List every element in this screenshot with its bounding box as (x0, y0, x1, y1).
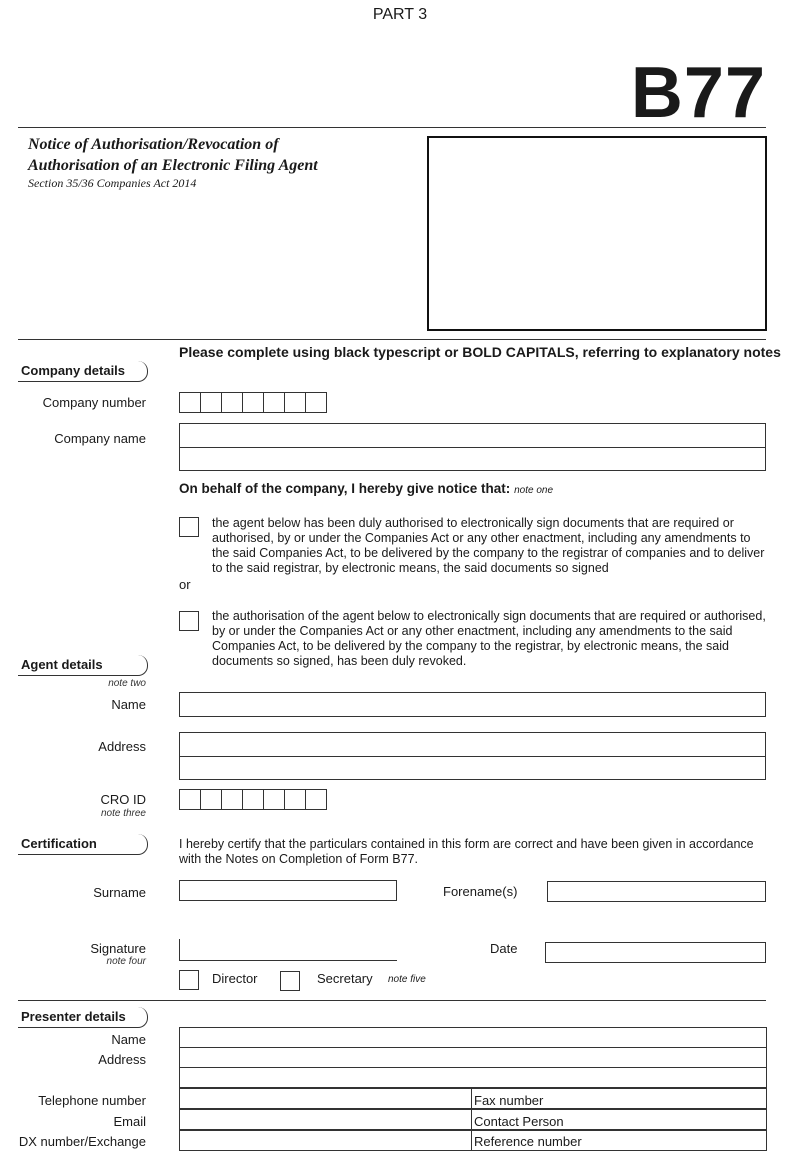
forename-field[interactable] (547, 881, 766, 902)
authorise-checkbox[interactable] (179, 517, 199, 537)
agent-note: note two (108, 678, 146, 689)
role-note: note five (388, 974, 426, 985)
agent-address-field-1[interactable] (179, 732, 766, 757)
authorise-text: the agent below has been duly authorised to electronically sign documents that are required or authorised, by or under the Companies Act or any other enactment, including any amendments to the said Companies Act, to be delivered by the company to the registrar of companies and to deliver to the said registrar, by electronic means, the said documents so signed (212, 516, 765, 575)
presenter-address-field-2[interactable] (179, 1067, 767, 1088)
digit-cell[interactable] (242, 789, 264, 810)
forename-label: Forename(s) (443, 884, 518, 899)
digit-cell[interactable] (263, 789, 285, 810)
agent-details-tab: Agent details (18, 655, 148, 676)
certification-text: I hereby certify that the particulars contained in this form are correct and have been given in accordance with the Notes on Completion of Form B77. (179, 837, 754, 866)
secretary-label: Secretary (317, 971, 373, 986)
telephone-row[interactable] (179, 1088, 767, 1109)
digit-cell[interactable] (242, 392, 264, 413)
notice-note: note one (514, 485, 554, 496)
cro-id-label: CRO ID (100, 792, 146, 807)
presenter-address-label: Address (98, 1052, 146, 1067)
date-label: Date (490, 941, 518, 956)
digit-cell[interactable] (200, 789, 222, 810)
date-field[interactable] (545, 942, 766, 963)
director-checkbox[interactable] (179, 970, 199, 990)
digit-cell[interactable] (263, 392, 285, 413)
signature-field[interactable] (179, 939, 397, 961)
instructions: Please complete using black typescript or BOLD CAPITALS, referring to explanatory notes (179, 344, 781, 360)
form-title-line1: Notice of Authorisation/Revocation of (28, 136, 279, 153)
certification-tab: Certification (18, 834, 148, 855)
digit-cell[interactable] (305, 789, 327, 810)
presenter-name-field[interactable] (179, 1027, 767, 1048)
dx-label: DX number/Exchange (18, 1134, 146, 1149)
agent-name-label: Name (111, 697, 146, 712)
company-name-field-1[interactable] (179, 423, 766, 448)
reference-number-label: Reference number (474, 1134, 582, 1149)
company-number-input[interactable] (179, 392, 327, 413)
digit-cell[interactable] (221, 392, 243, 413)
part-label: PART 3 (372, 6, 428, 23)
form-title-line2: Authorisation of an Electronic Filing Agent (28, 157, 318, 174)
digit-cell[interactable] (179, 392, 201, 413)
director-label: Director (212, 971, 258, 986)
company-details-tab: Company details (18, 361, 148, 382)
fax-label: Fax number (474, 1093, 544, 1108)
company-name-label: Company name (54, 431, 146, 446)
revoke-text: the authorisation of the agent below to electronically sign documents that are required or authorised, by or under the Companies Act or any other enactment, including any amendments to the said Companies Act, to be delivered by the company to the registrar, by electronic means, the said documents so signed, has been duly revoked. (212, 609, 766, 668)
email-label: Email (113, 1114, 146, 1129)
cro-id-input[interactable] (179, 789, 327, 810)
agent-address-label: Address (98, 739, 146, 754)
header-divider (18, 127, 766, 128)
signature-note: note four (106, 956, 146, 967)
notice-heading-text: On behalf of the company, I hereby give notice that: (179, 481, 511, 496)
or-label: or (179, 577, 191, 592)
signature-label: Signature (90, 941, 146, 956)
telephone-label: Telephone number (38, 1093, 146, 1108)
company-name-field-2[interactable] (179, 447, 766, 471)
digit-cell[interactable] (284, 392, 306, 413)
section-reference: Section 35/36 Companies Act 2014 (28, 176, 197, 190)
section-divider-top (18, 339, 766, 340)
contact-person-label: Contact Person (474, 1114, 564, 1129)
dx-row[interactable] (179, 1130, 767, 1151)
cro-id-note: note three (100, 808, 146, 819)
notice-heading (179, 481, 553, 496)
digit-cell[interactable] (221, 789, 243, 810)
company-number-label: Company number (42, 395, 146, 410)
presenter-grid-divider (471, 1088, 472, 1151)
form-title (28, 134, 318, 176)
surname-field[interactable] (179, 880, 397, 901)
presenter-address-field-1[interactable] (179, 1047, 767, 1068)
agent-address-field-2[interactable] (179, 756, 766, 780)
email-row[interactable] (179, 1109, 767, 1130)
digit-cell[interactable] (200, 392, 222, 413)
digit-cell[interactable] (179, 789, 201, 810)
section-divider-bottom (18, 1000, 766, 1001)
secretary-checkbox[interactable] (280, 971, 300, 991)
digit-cell[interactable] (305, 392, 327, 413)
surname-label: Surname (93, 885, 146, 900)
form-code: B77 (630, 53, 766, 133)
revoke-checkbox[interactable] (179, 611, 199, 631)
agent-name-field[interactable] (179, 692, 766, 717)
digit-cell[interactable] (284, 789, 306, 810)
presenter-details-tab: Presenter details (18, 1007, 148, 1028)
office-stamp-box (427, 136, 767, 331)
presenter-name-label: Name (111, 1032, 146, 1047)
